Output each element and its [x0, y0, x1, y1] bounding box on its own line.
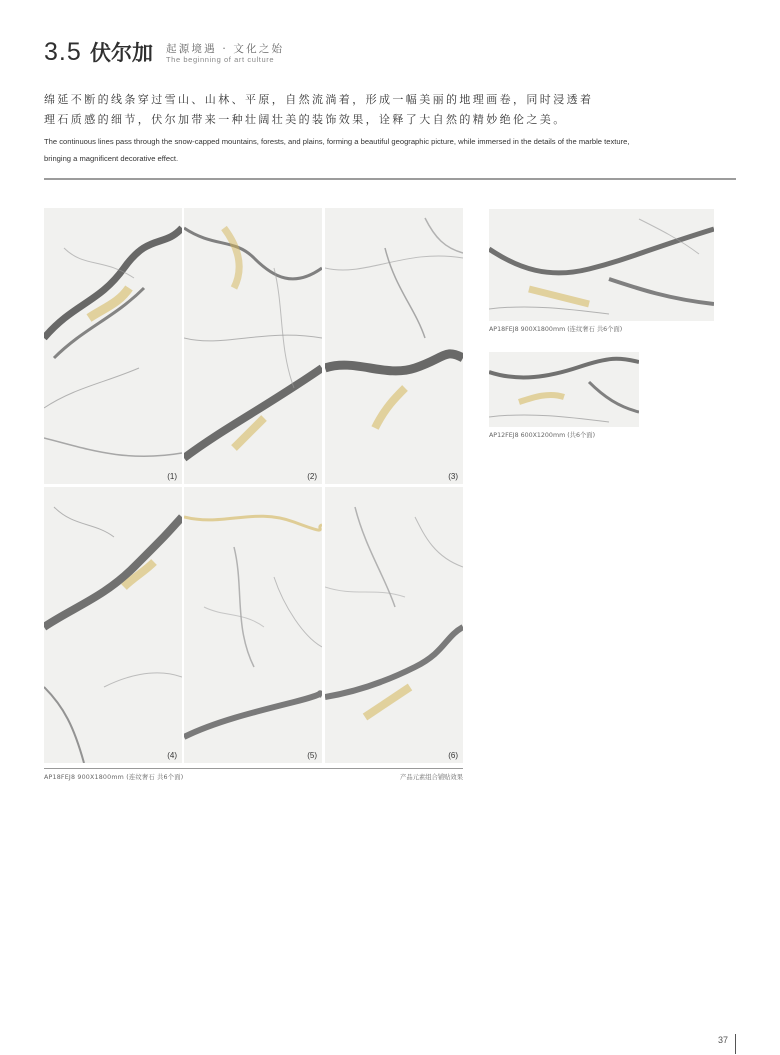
- section-subtitle-en: The beginning of art culture: [166, 55, 275, 64]
- section-divider: [44, 178, 736, 180]
- marble-tile-2: [184, 208, 322, 484]
- page-number: 37: [717, 1035, 728, 1045]
- product-caption-900x1800: AP18FEJ8 900X1800mm (连纹奢石 共6个面): [489, 326, 623, 333]
- section-subtitle-cn: 起源境遇 · 文化之始: [166, 43, 285, 55]
- tile-number: (5): [307, 751, 317, 760]
- product-image-600x1200: [489, 352, 639, 427]
- grid-caption-divider: [44, 768, 463, 769]
- product-caption-600x1200: AP12FEJ8 600X1200mm (共6个面): [489, 432, 596, 439]
- marble-tile-4: [44, 487, 182, 763]
- product-image-900x1800: [489, 209, 714, 321]
- page-number-bar: [735, 1034, 736, 1054]
- marble-tile-5: [184, 487, 322, 763]
- marble-tile-3: [325, 208, 463, 484]
- grid-caption-product: AP18FEJ8 900X1800mm (连纹奢石 共6个面): [44, 774, 184, 781]
- tile-number: (1): [167, 472, 177, 481]
- section-title: 伏尔加: [90, 41, 153, 65]
- marble-tile-grid: [44, 208, 463, 763]
- tile-number: (2): [307, 472, 317, 481]
- grid-caption-effect: 产品元素组合铺贴效果: [400, 774, 463, 781]
- section-number: 3.5: [44, 38, 82, 66]
- intro-text-en: The continuous lines pass through the snow-capped mountains, forests, and plains, forming a beautiful geographic picture, while immersed in the details of the marble texture, bringing a magnificent decorative effect.: [44, 137, 630, 163]
- tile-number: (3): [448, 472, 458, 481]
- marble-tile-1: [44, 208, 182, 484]
- marble-tile-6: [325, 487, 463, 763]
- tile-number: (4): [167, 751, 177, 760]
- intro-text-cn: 绵延不断的线条穿过雪山、山林、平原，自然流淌着，形成一幅美丽的地理画卷，同时浸透着理石质感的细节，伏尔加带来一种壮阔壮美的装饰效果，诠释了大自然的精妙绝伦之美。: [44, 93, 594, 126]
- tile-number: (6): [448, 751, 458, 760]
